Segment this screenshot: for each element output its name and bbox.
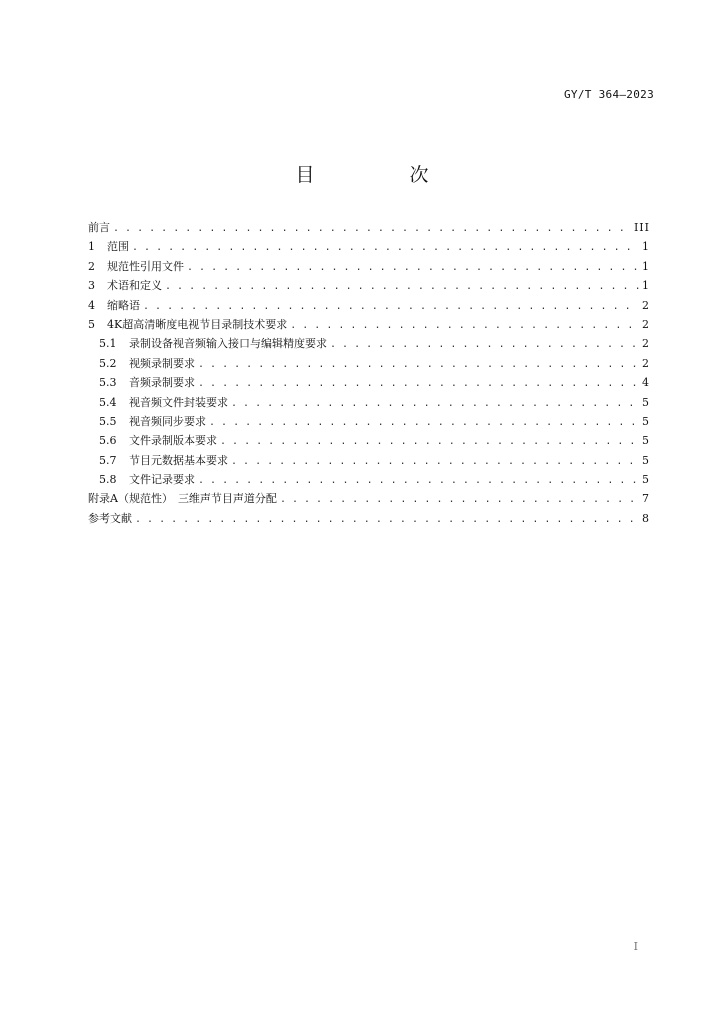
toc-entry-5-6[interactable] bbox=[88, 431, 650, 450]
toc-entry-abbreviations[interactable] bbox=[88, 296, 650, 315]
toc-entry-number: 5.6 bbox=[99, 434, 117, 448]
toc-entry-title: 4K超高清晰度电视节目录制技术要求 bbox=[107, 317, 288, 331]
toc-leader-dots bbox=[290, 316, 639, 334]
toc-leader-dots bbox=[209, 413, 639, 431]
toc-entry-page: 2 bbox=[642, 317, 650, 331]
toc-entry-number: 3 bbox=[88, 279, 95, 293]
toc-leader-dots bbox=[187, 258, 639, 276]
toc-entry-page: 2 bbox=[642, 337, 650, 351]
toc-entry-annex-a[interactable] bbox=[88, 489, 650, 508]
toc-leader-dots bbox=[198, 471, 639, 489]
toc-entry-normative-references[interactable] bbox=[88, 257, 650, 276]
toc-entry-5-3[interactable] bbox=[88, 373, 650, 392]
toc-entry-page: 5 bbox=[642, 395, 650, 409]
toc-entry-title: 参考文献 bbox=[88, 511, 132, 525]
toc-entry-title: 视音频文件封装要求 bbox=[129, 395, 228, 409]
toc-entry-5-1[interactable] bbox=[88, 334, 650, 353]
table-of-contents bbox=[88, 218, 650, 528]
toc-entry-page: 4 bbox=[642, 376, 650, 390]
toc-leader-dots bbox=[220, 432, 639, 450]
toc-entry-title: 范围 bbox=[107, 240, 129, 254]
toc-entry-5-4[interactable] bbox=[88, 393, 650, 412]
toc-entry-number: 2 bbox=[88, 259, 95, 273]
toc-entry-title: 视频录制要求 bbox=[129, 356, 195, 370]
toc-entry-number: 5 bbox=[88, 317, 95, 331]
toc-entry-page: 2 bbox=[642, 298, 650, 312]
toc-entry-title: 视音频同步要求 bbox=[129, 414, 206, 428]
toc-entry-5-7[interactable] bbox=[88, 451, 650, 470]
toc-entry-scope[interactable] bbox=[88, 237, 650, 256]
toc-leader-dots bbox=[198, 374, 639, 392]
toc-entry-title: 文件记录要求 bbox=[129, 473, 195, 487]
toc-entry-foreword[interactable] bbox=[88, 218, 650, 237]
toc-leader-dots bbox=[132, 238, 639, 256]
toc-entry-page: 1 bbox=[642, 259, 650, 273]
toc-entry-technical-requirements[interactable] bbox=[88, 315, 650, 334]
toc-entry-title: 规范性引用文件 bbox=[107, 259, 184, 273]
toc-entry-number: 5.4 bbox=[99, 395, 117, 409]
toc-leader-dots bbox=[198, 355, 639, 373]
toc-entry-page: 5 bbox=[642, 414, 650, 428]
toc-entry-title: 音频录制要求 bbox=[129, 376, 195, 390]
toc-entry-title: 文件录制版本要求 bbox=[129, 434, 217, 448]
standard-code: GY/T 364—2023 bbox=[564, 88, 654, 101]
toc-entry-title: 附录A（规范性） bbox=[88, 492, 173, 506]
toc-leader-dots bbox=[113, 219, 631, 237]
page-number: I bbox=[633, 940, 638, 953]
toc-entry-page: 5 bbox=[642, 453, 650, 467]
toc-entry-page: 5 bbox=[642, 473, 650, 487]
toc-entry-subtitle: 三维声节目声道分配 bbox=[177, 492, 277, 506]
toc-entry-title: 前言 bbox=[88, 221, 110, 234]
toc-entry-title: 缩略语 bbox=[107, 298, 140, 312]
toc-leader-dots bbox=[330, 335, 639, 353]
toc-entry-5-5[interactable] bbox=[88, 412, 650, 431]
toc-entry-title: 录制设备视音频输入接口与编辑精度要求 bbox=[129, 337, 327, 351]
toc-leader-dots bbox=[280, 490, 639, 508]
toc-leader-dots bbox=[231, 394, 639, 412]
toc-entry-title: 节目元数据基本要求 bbox=[129, 453, 228, 467]
toc-leader-dots bbox=[143, 297, 639, 315]
toc-entry-number: 5.8 bbox=[99, 473, 117, 487]
toc-entry-page: 1 bbox=[642, 279, 650, 293]
toc-entry-bibliography[interactable] bbox=[88, 509, 650, 528]
toc-entry-number: 5.7 bbox=[99, 453, 117, 467]
toc-entry-5-2[interactable] bbox=[88, 354, 650, 373]
toc-entry-page: III bbox=[633, 221, 650, 234]
toc-entry-page: 2 bbox=[642, 356, 650, 370]
toc-entry-number: 5.3 bbox=[99, 376, 117, 390]
toc-leader-dots bbox=[135, 510, 639, 528]
toc-leader-dots bbox=[165, 277, 639, 295]
toc-entry-number: 5.2 bbox=[99, 356, 117, 370]
toc-entry-number: 5.1 bbox=[99, 337, 117, 351]
toc-entry-page: 5 bbox=[642, 434, 650, 448]
toc-title: 目 次 bbox=[295, 164, 467, 186]
toc-entry-terms-definitions[interactable] bbox=[88, 276, 650, 295]
toc-entry-number: 5.5 bbox=[99, 414, 117, 428]
toc-entry-number: 1 bbox=[88, 240, 95, 254]
toc-entry-number: 4 bbox=[88, 298, 95, 312]
toc-entry-page: 1 bbox=[642, 240, 650, 254]
toc-entry-5-8[interactable] bbox=[88, 470, 650, 489]
toc-entry-title: 术语和定义 bbox=[107, 279, 162, 293]
toc-entry-page: 7 bbox=[642, 492, 650, 506]
toc-leader-dots bbox=[231, 452, 639, 470]
toc-entry-page: 8 bbox=[642, 511, 650, 525]
